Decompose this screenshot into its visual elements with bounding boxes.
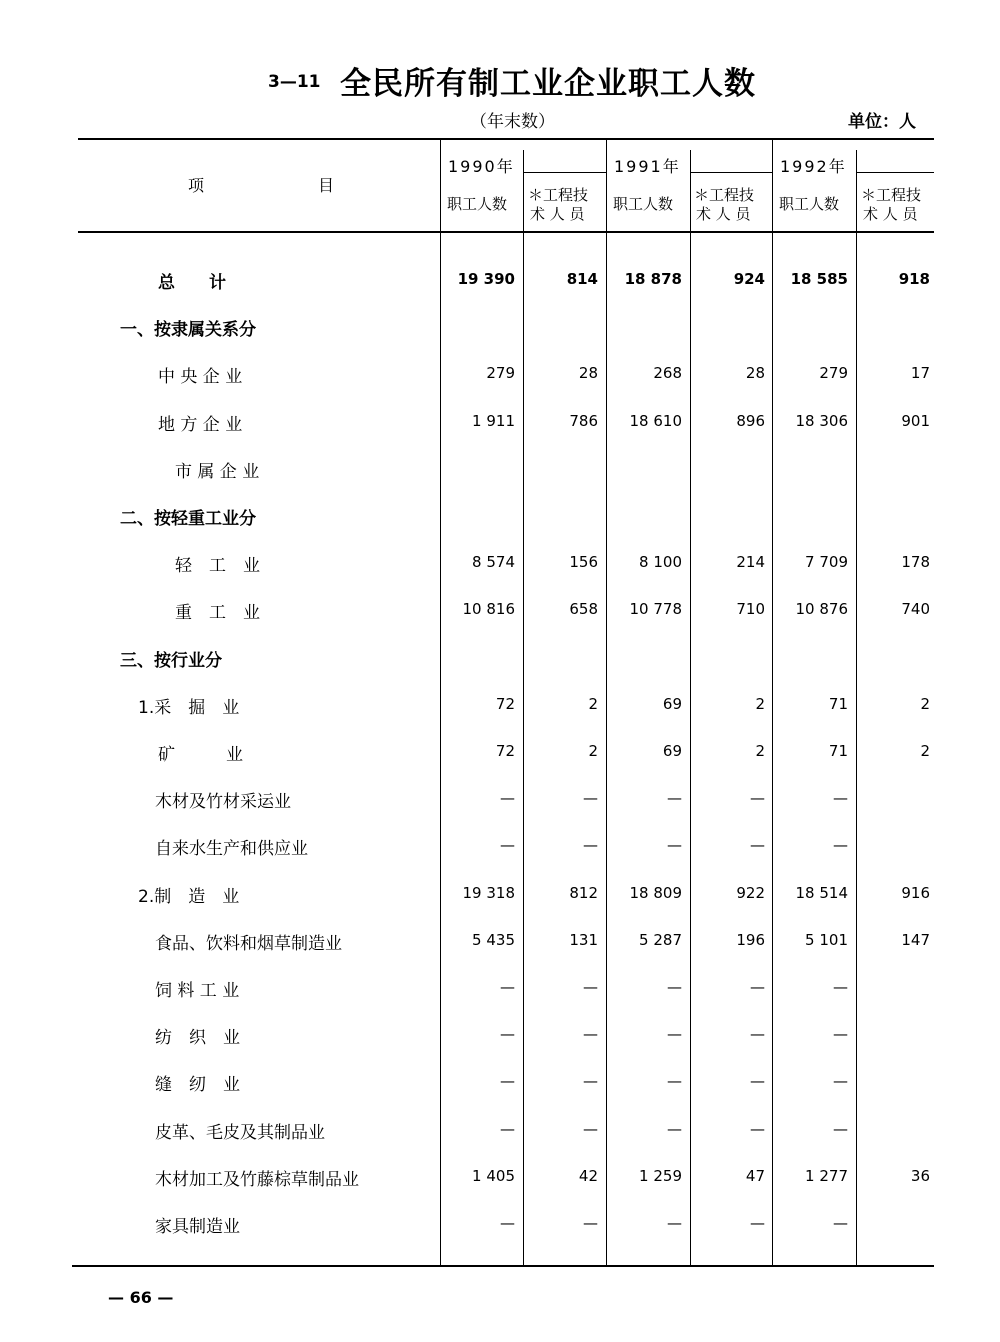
table-cell: —	[667, 1072, 682, 1090]
table-cell: —	[583, 1072, 598, 1090]
table-cell: 69	[662, 742, 682, 760]
row-label: 1.采 掘 业	[138, 698, 240, 718]
sub-workers-1990: 职工人数	[447, 195, 508, 213]
table-cell: 69	[662, 695, 682, 713]
table-cell: 8 100	[639, 553, 682, 571]
table-cell: —	[833, 1120, 848, 1138]
table-cell: —	[583, 978, 598, 996]
table-cell: 147	[901, 931, 930, 949]
row-label: 中 央 企 业	[158, 367, 243, 387]
table-cell: 5 101	[805, 931, 848, 949]
table-cell: 196	[736, 931, 765, 949]
table-cell: 71	[828, 742, 848, 760]
header-bottom-rule	[78, 231, 934, 233]
table-cell: 18 809	[629, 884, 682, 902]
year-1991: 1991年	[614, 157, 681, 176]
table-cell: —	[750, 1120, 765, 1138]
row-label: 轻 工 业	[175, 556, 260, 576]
table-cell: 268	[653, 364, 682, 382]
sub-tech-1992-l2: 术 人 员	[863, 205, 918, 223]
table-cell: —	[667, 1025, 682, 1043]
table-cell: —	[500, 1120, 515, 1138]
table-cell: 2	[920, 695, 930, 713]
table-cell: —	[750, 1025, 765, 1043]
table-cell: 924	[733, 270, 765, 288]
table-cell: —	[750, 978, 765, 996]
table-cell: —	[750, 1072, 765, 1090]
table-cell: —	[500, 1072, 515, 1090]
sub-tech-1992-l1: ＊工程技	[861, 186, 922, 204]
sub-workers-1991: 职工人数	[613, 195, 674, 213]
subtitle: （年末数）	[470, 112, 555, 132]
row-label: 重 工 业	[175, 603, 260, 623]
year-1992: 1992年	[780, 157, 847, 176]
col-rule-1	[440, 139, 441, 1265]
row-label: 缝 纫 业	[155, 1075, 240, 1095]
table-cell: 214	[736, 553, 765, 571]
table-cell: 178	[901, 553, 930, 571]
row-label: 2.制 造 业	[138, 887, 240, 907]
row-label: 食品、饮料和烟草制造业	[155, 934, 342, 954]
table-bottom-rule	[72, 1265, 934, 1267]
item-head-2: 目	[318, 176, 335, 195]
table-cell: —	[583, 1214, 598, 1232]
table-cell: 36	[910, 1167, 930, 1185]
table-cell: —	[833, 1025, 848, 1043]
sub-tech-1991-l1: ＊工程技	[694, 186, 755, 204]
table-cell: 72	[495, 695, 515, 713]
item-head-1: 项	[188, 176, 205, 195]
table-cell: —	[833, 836, 848, 854]
table-cell: 279	[819, 364, 848, 382]
table-cell: 131	[569, 931, 598, 949]
table-cell: 2	[588, 742, 598, 760]
row-label: 市 属 企 业	[175, 462, 260, 482]
row-label: 皮革、毛皮及其制品业	[155, 1123, 325, 1143]
row-label: 三、按行业分	[120, 651, 222, 671]
table-cell: 2	[755, 695, 765, 713]
table-cell: —	[667, 836, 682, 854]
row-label: 家具制造业	[155, 1217, 240, 1237]
table-cell: —	[583, 1120, 598, 1138]
table-cell: —	[667, 1120, 682, 1138]
table-cell: —	[500, 978, 515, 996]
table-cell: 658	[569, 600, 598, 618]
year-1990: 1990年	[448, 157, 515, 176]
table-cell: 18 514	[795, 884, 848, 902]
table-cell: 28	[578, 364, 598, 382]
table-cell: 279	[486, 364, 515, 382]
row-label: 地 方 企 业	[158, 415, 243, 435]
sub-tech-1991-l2: 术 人 员	[696, 205, 751, 223]
table-cell: 18 306	[795, 412, 848, 430]
table-cell: 10 816	[462, 600, 515, 618]
table-cell: 28	[745, 364, 765, 382]
table-cell: 156	[569, 553, 598, 571]
table-cell: 2	[920, 742, 930, 760]
table-top-rule	[78, 138, 934, 140]
page-title: 全民所有制工业企业职工人数	[340, 66, 756, 102]
table-cell: —	[583, 836, 598, 854]
table-cell: —	[750, 836, 765, 854]
row-label: 总 计	[158, 273, 226, 293]
unit-label: 单位：人	[848, 112, 916, 132]
table-cell: —	[833, 789, 848, 807]
table-cell: —	[500, 1025, 515, 1043]
table-cell: —	[583, 789, 598, 807]
table-cell: 2	[588, 695, 598, 713]
row-label: 木材及竹材采运业	[155, 792, 291, 812]
row-label: 木材加工及竹藤棕草制品业	[155, 1170, 359, 1190]
table-cell: —	[667, 1214, 682, 1232]
row-label: 自来水生产和供应业	[155, 839, 308, 859]
table-cell: —	[833, 1072, 848, 1090]
table-cell: —	[750, 789, 765, 807]
table-cell: 812	[569, 884, 598, 902]
row-label: 二、按轻重工业分	[120, 509, 256, 529]
table-cell: —	[667, 978, 682, 996]
table-cell: 71	[828, 695, 848, 713]
table-cell: 5 435	[472, 931, 515, 949]
table-cell: —	[500, 1214, 515, 1232]
table-cell: 922	[736, 884, 765, 902]
table-cell: 42	[578, 1167, 598, 1185]
table-cell: 786	[569, 412, 598, 430]
year-1990-subrule	[523, 172, 606, 173]
table-cell: 19 318	[462, 884, 515, 902]
table-cell: —	[750, 1214, 765, 1232]
table-cell: 19 390	[457, 270, 515, 288]
table-cell: 72	[495, 742, 515, 760]
row-label: 纺 织 业	[155, 1028, 240, 1048]
row-label: 一、按隶属关系分	[120, 320, 256, 340]
table-cell: 17	[910, 364, 930, 382]
sub-tech-1990-l1: ＊工程技	[528, 186, 589, 204]
col-rule-4	[690, 150, 691, 1265]
table-cell: —	[583, 1025, 598, 1043]
table-cell: —	[833, 978, 848, 996]
col-rule-5	[772, 139, 773, 1265]
page-number: — 66 —	[108, 1288, 174, 1307]
table-cell: 710	[736, 600, 765, 618]
col-rule-3	[606, 139, 607, 1265]
table-number: 3—11	[268, 72, 321, 92]
year-1991-subrule	[690, 172, 772, 173]
table-cell: 18 878	[624, 270, 682, 288]
table-cell: 1 277	[805, 1167, 848, 1185]
table-cell: 47	[745, 1167, 765, 1185]
table-cell: —	[500, 836, 515, 854]
table-cell: —	[667, 789, 682, 807]
table-cell: 2	[755, 742, 765, 760]
table-cell: —	[500, 789, 515, 807]
table-cell: 814	[566, 270, 598, 288]
table-cell: 5 287	[639, 931, 682, 949]
col-rule-6	[856, 150, 857, 1265]
table-cell: 916	[901, 884, 930, 902]
row-label: 饲 料 工 业	[155, 981, 240, 1001]
table-cell: 918	[898, 270, 930, 288]
table-cell: 7 709	[805, 553, 848, 571]
table-cell: 1 259	[639, 1167, 682, 1185]
table-cell: 8 574	[472, 553, 515, 571]
table-cell: 10 778	[629, 600, 682, 618]
table-cell: 896	[736, 412, 765, 430]
table-cell: 740	[901, 600, 930, 618]
table-cell: 10 876	[795, 600, 848, 618]
year-1992-subrule	[857, 172, 934, 173]
table-cell: 1 911	[472, 412, 515, 430]
table-cell: 1 405	[472, 1167, 515, 1185]
table-cell: 18 610	[629, 412, 682, 430]
col-rule-2	[523, 150, 524, 1265]
table-cell: —	[833, 1214, 848, 1232]
sub-workers-1992: 职工人数	[779, 195, 840, 213]
table-cell: 901	[901, 412, 930, 430]
table-cell: 18 585	[790, 270, 848, 288]
row-label: 矿 业	[158, 745, 243, 765]
sub-tech-1990-l2: 术 人 员	[530, 205, 585, 223]
